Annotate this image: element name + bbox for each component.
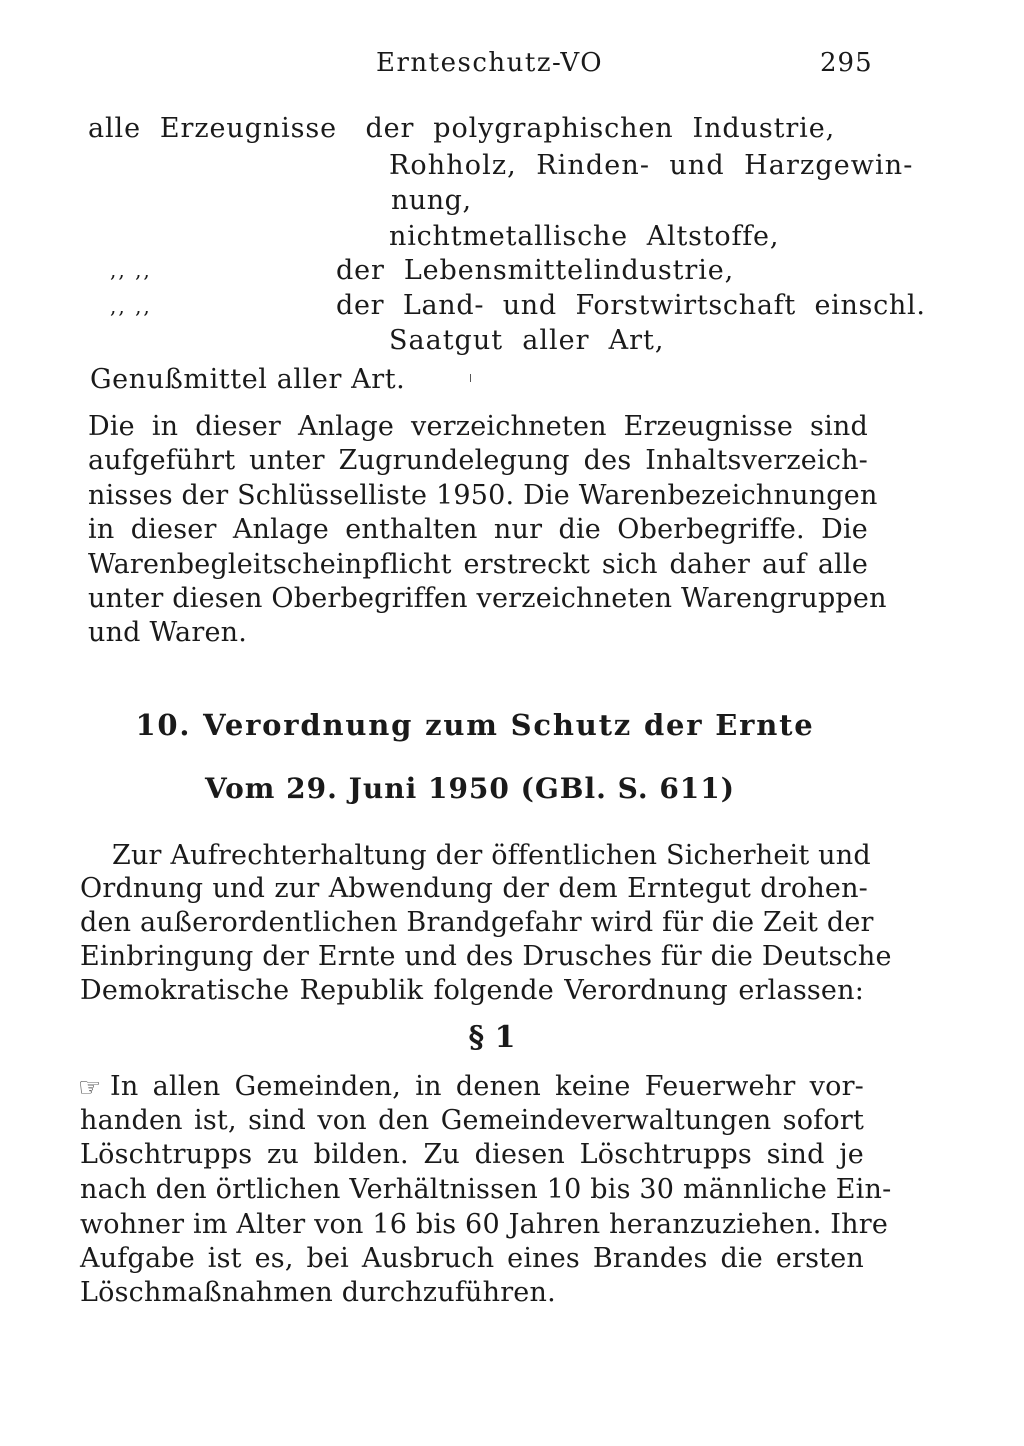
ordinance-date: Vom 29. Juni 1950 (GBl. S. 611): [204, 772, 736, 805]
list-line: Genußmittel aller Art.: [90, 364, 406, 395]
section-line: Löschtrupps zu bilden. Zu diesen Löschtrupps sind je: [80, 1139, 864, 1170]
list-line: nung,: [391, 185, 472, 216]
list-line: Rohholz, Rinden- und Harzgewin-: [389, 150, 914, 181]
section-line: Löschmaßnahmen durchzuführen.: [80, 1277, 556, 1308]
ditto-marks: ,, ,,: [110, 294, 152, 318]
preamble-line: Ordnung und zur Abwendung der dem Erntegut drohen-: [80, 873, 868, 904]
note-line: aufgeführt unter Zugrundelegung des Inhaltsverzeich-: [88, 445, 868, 476]
ordinance-title: 10. Verordnung zum Schutz der Ernte: [135, 708, 815, 742]
section-line: nach den örtlichen Verhältnissen 10 bis 30 männliche Ein-: [80, 1174, 892, 1205]
list-line: der Land- und Forstwirtschaft einschl.: [336, 290, 926, 321]
ditto-marks: ,, ,,: [110, 258, 152, 282]
note-line: unter diesen Oberbegriffen verzeichneten Warengruppen: [88, 583, 887, 614]
note-line: nisses der Schlüsselliste 1950. Die Warenbezeichnungen: [88, 480, 878, 511]
list-line: der Lebensmittelindustrie,: [336, 255, 735, 286]
note-line: in dieser Anlage enthalten nur die Oberbegriffe. Die: [88, 514, 868, 545]
note-line: Warenbegleitscheinpflicht erstreckt sich daher auf alle: [88, 549, 868, 580]
note-line: und Waren.: [88, 617, 248, 648]
stray-mark: [470, 374, 471, 382]
section-label: § 1: [468, 1020, 516, 1055]
section-line: Aufgabe ist es, bei Ausbruch eines Brandes die ersten: [80, 1243, 864, 1274]
section-line: handen ist, sind von den Gemeindeverwaltungen sofort: [80, 1105, 864, 1136]
preamble-line: Demokratische Republik folgende Verordnung erlassen:: [80, 975, 864, 1006]
running-header-title: Ernteschutz-VO: [376, 48, 604, 78]
page-number: 295: [820, 48, 873, 78]
note-line: Die in dieser Anlage verzeichneten Erzeugnisse sind: [88, 411, 868, 442]
list-line: alle Erzeugnisse der polygraphischen Industrie,: [88, 113, 836, 144]
list-line: nichtmetallische Altstoffe,: [389, 221, 780, 252]
preamble-line: den außerordentlichen Brandgefahr wird für die Zeit der: [80, 907, 874, 938]
pointing-hand-icon: ☞: [78, 1073, 102, 1103]
section-line: wohner im Alter von 16 bis 60 Jahren heranzuziehen. Ihre: [80, 1209, 889, 1240]
list-line: Saatgut aller Art,: [389, 325, 665, 356]
preamble-line: Einbringung der Ernte und des Drusches für die Deutsche: [80, 941, 892, 972]
preamble-line: Zur Aufrechterhaltung der öffentlichen Sicherheit und: [112, 840, 871, 871]
section-line: In allen Gemeinden, in denen keine Feuerwehr vor-: [110, 1071, 864, 1102]
